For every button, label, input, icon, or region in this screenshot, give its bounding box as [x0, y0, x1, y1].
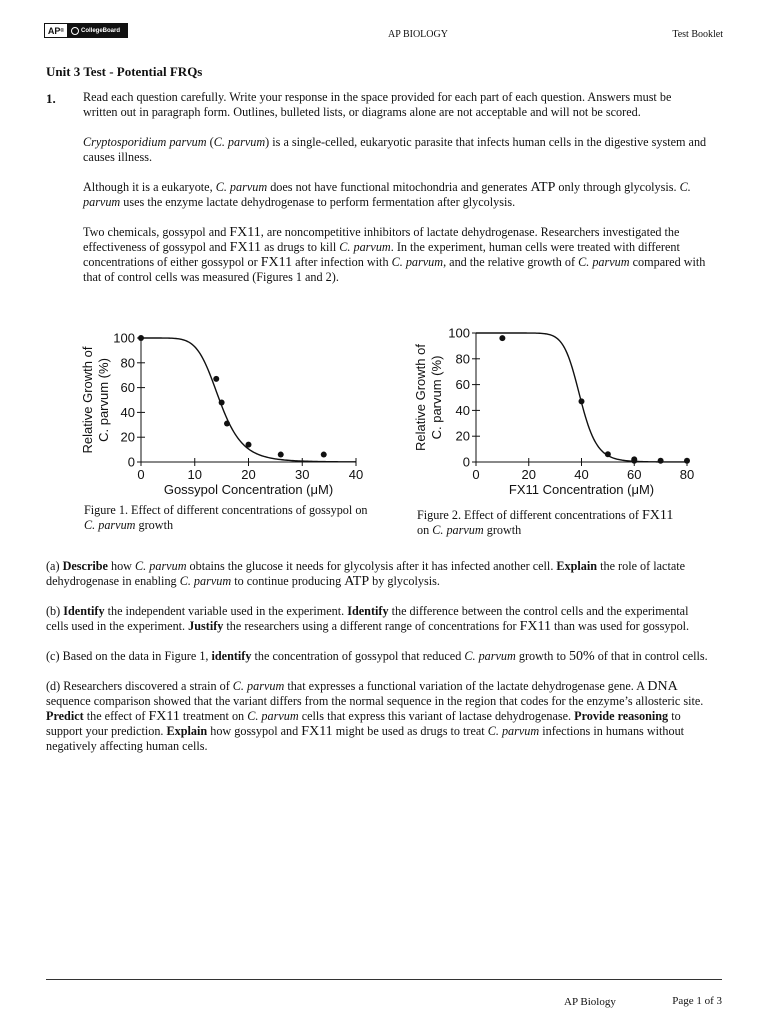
figure-1-chart — [70, 322, 380, 502]
text-span: Two chemicals, gossypol and — [83, 225, 230, 239]
logo-ap-text: AP — [47, 25, 61, 36]
species-name: C. parvum — [83, 180, 691, 209]
dose-response-curve — [476, 333, 687, 462]
data-point — [138, 335, 144, 341]
x-tick-label: 30 — [295, 467, 310, 482]
species-name: C. parvum — [213, 135, 266, 149]
text-span: , and the relative growth of — [443, 255, 579, 269]
page-title: Unit 3 Test - Potential FRQs — [46, 64, 203, 79]
x-tick-label: 40 — [348, 467, 364, 482]
term-fx11: FX11 — [301, 724, 333, 739]
species-name: C. parvum — [432, 523, 484, 537]
data-point — [499, 335, 505, 341]
text-span: , are noncompetitive inhibitors of lactate dehydrogenase. Researchers investigated the effectiveness of gossypol and — [83, 225, 680, 254]
figure-2-caption — [417, 508, 687, 538]
task-verb: Explain — [166, 724, 208, 738]
text-span: compared with that of control cells was measured (Figures 1 and 2). — [83, 255, 706, 284]
text-span: growth — [135, 518, 174, 532]
y-axis-label: C. parvum (%) — [429, 355, 444, 440]
x-tick-label: 0 — [472, 467, 480, 482]
x-tick-label: 0 — [137, 467, 145, 482]
term-atp: ATP — [344, 574, 370, 589]
text-span: growth — [483, 523, 522, 537]
intro-paragraph-2 — [83, 135, 708, 165]
term-atp: ATP — [530, 180, 556, 195]
part-c — [46, 649, 708, 664]
term-fx11: FX11 — [229, 240, 262, 255]
text-span: of that in control cells. — [594, 649, 708, 663]
text-span: the role of lactate dehydrogenase in enabling — [46, 559, 686, 588]
footer-page-number: Page 1 of 3 — [672, 995, 722, 1007]
header-subject: AP BIOLOGY — [388, 29, 448, 40]
text-span: after infection with — [292, 255, 392, 269]
species-name: C. parvum — [135, 559, 187, 573]
term-fx11: FX11 — [519, 619, 551, 634]
page-header — [0, 0, 768, 48]
species-name: C. parvum — [179, 574, 232, 588]
y-tick-label: 20 — [120, 429, 135, 445]
task-verb: Predict — [46, 709, 84, 723]
term-fx11: FX11 — [641, 508, 674, 523]
text-span: (a) — [46, 559, 63, 573]
footer-subject: AP Biology — [564, 996, 616, 1008]
header-booklet: Test Booklet — [672, 29, 723, 40]
logo-cb-text: CollegeBoard — [81, 27, 121, 34]
figure-1 — [70, 322, 380, 507]
text-span: growth to — [515, 649, 569, 663]
question-parts — [46, 559, 708, 769]
text-span: how gossypol and — [207, 724, 302, 738]
text-span: ) is a single-celled, eukaryotic parasite that infects human cells in the digestive system and causes illness. — [83, 135, 707, 164]
x-tick-label: 40 — [574, 467, 589, 482]
data-point — [246, 442, 252, 448]
y-axis-label: Relative Growth of — [80, 346, 95, 454]
term-fx11: FX11 — [260, 255, 293, 270]
term-fx11: FX11 — [148, 709, 180, 724]
text-span: to continue producing — [231, 574, 345, 588]
y-tick-label: 0 — [462, 454, 470, 470]
task-verb: Describe — [62, 559, 108, 573]
data-point — [224, 421, 230, 427]
x-tick-label: 60 — [627, 467, 642, 482]
y-tick-label: 0 — [127, 454, 135, 470]
text-span: how — [107, 559, 136, 573]
species-name: C. parvum — [339, 240, 391, 254]
text-span: as drugs to kill — [261, 240, 340, 254]
y-axis-label: C. parvum (%) — [96, 358, 111, 442]
footer-divider — [46, 979, 722, 980]
data-point — [684, 458, 690, 464]
text-span: the concentration of gossypol that reduced — [251, 649, 465, 663]
species-name: C. parvum — [84, 518, 136, 532]
data-point — [278, 452, 284, 458]
text-span: does not have functional mitochondria and generates — [267, 180, 531, 194]
data-point — [219, 399, 225, 405]
intro-paragraph-3 — [83, 180, 708, 210]
text-span: that expresses a functional variation of the lactate dehydrogenase gene. A — [284, 679, 648, 693]
text-span: the researchers using a different range of concentrations for — [223, 619, 520, 633]
text-span: . In the experiment, human cells were treated with different concentrations of either gossypol or — [83, 240, 680, 269]
term-dna: DNA — [647, 679, 678, 694]
text-span: Figure 2. Effect of different concentrations of — [417, 508, 642, 522]
y-tick-label: 40 — [120, 404, 135, 420]
task-verb: Identify — [347, 604, 389, 618]
y-tick-label: 100 — [448, 325, 470, 341]
part-b — [46, 604, 708, 634]
text-span: the independent variable used in the experiment. — [104, 604, 348, 618]
figure-1-caption — [84, 503, 374, 533]
y-axis-label: Relative Growth of — [413, 344, 428, 451]
species-name: C. parvum — [391, 255, 444, 269]
term-fx11: FX11 — [229, 225, 261, 240]
text-span: to support your prediction. — [46, 709, 681, 738]
text-span: the difference between the control cells and the experimental cells used in the experiment. — [46, 604, 689, 633]
term-percent: 50% — [568, 649, 595, 664]
y-tick-label: 20 — [455, 428, 470, 444]
text-span: ( — [206, 135, 214, 149]
intro-paragraph-4 — [83, 225, 708, 285]
y-tick-label: 40 — [455, 402, 470, 418]
species-name: C. parvum — [247, 709, 299, 723]
figure-2-chart — [405, 318, 715, 504]
intro-paragraph-1: Read each question carefully. Write your response in the space provided for each part of each question. Answers must be written out in paragraph form. Outlines, bulleted lists, or diagrams alone are not acceptable and will not be scored. — [83, 90, 672, 119]
figure-2 — [405, 318, 715, 509]
text-span: cells that express this variant of lactase dehydrogenase. — [298, 709, 575, 723]
text-span: might be used as drugs to treat — [332, 724, 488, 738]
x-axis-label: FX11 Concentration (μM) — [508, 482, 655, 497]
data-point — [658, 458, 664, 464]
text-span: (b) — [46, 604, 64, 618]
text-span: obtains the glucose it needs for glycolysis after it has infected another cell. — [186, 559, 557, 573]
text-span: than was used for gossypol. — [550, 619, 690, 633]
text-span: only through glycolysis. — [555, 180, 680, 194]
task-verb: Explain — [556, 559, 598, 573]
species-name: C. parvum — [215, 180, 268, 194]
data-point — [605, 451, 611, 457]
x-tick-label: 10 — [187, 467, 202, 482]
part-d — [46, 679, 708, 754]
x-axis-label: Gossypol Concentration (μM) — [163, 482, 334, 497]
data-point — [631, 458, 637, 464]
y-tick-label: 80 — [120, 355, 135, 371]
x-tick-label: 80 — [679, 467, 695, 482]
data-point — [321, 452, 327, 458]
x-tick-label: 20 — [521, 467, 536, 482]
text-span: sequence comparison showed that the variant differs from the normal sequence in the region that codes for the enzyme’s allosteric site. — [46, 694, 704, 708]
x-tick-label: 20 — [241, 467, 256, 482]
species-name: C. parvum — [487, 724, 540, 738]
y-tick-label: 100 — [113, 330, 135, 346]
part-a — [46, 559, 708, 589]
question-number: 1. — [46, 91, 56, 106]
species-name: C. parvum — [464, 649, 516, 663]
task-verb: Identify — [63, 604, 105, 618]
task-verb: Justify — [188, 619, 224, 633]
y-tick-label: 60 — [120, 380, 135, 396]
species-name: C. parvum — [578, 255, 630, 269]
text-span: (c) Based on the data in Figure 1, — [46, 649, 212, 663]
text-span: by glycolysis. — [369, 574, 440, 588]
text-span: on — [417, 523, 433, 537]
text-span: the effect of — [83, 709, 149, 723]
text-span: treatment on — [179, 709, 248, 723]
question-intro — [83, 90, 708, 300]
y-tick-label: 80 — [455, 351, 470, 367]
y-tick-label: 60 — [455, 377, 470, 393]
text-span: uses the enzyme lactate dehydrogenase to perform fermentation after glycolysis. — [120, 195, 516, 209]
text-span: infections in humans without negatively affecting human cells. — [46, 724, 685, 753]
data-point — [213, 376, 219, 382]
text-span: (d) Researchers discovered a strain of — [46, 679, 233, 693]
text-span: Figure 1. Effect of different concentrations of gossypol on — [84, 503, 368, 517]
task-verb: identify — [211, 649, 252, 663]
species-name: C. parvum — [232, 679, 285, 693]
data-point — [579, 398, 585, 404]
task-verb: Provide reasoning — [574, 709, 669, 723]
logo-ap: AP ® — [45, 24, 68, 37]
species-name: Cryptosporidium parvum — [83, 135, 207, 149]
text-span: Although it is a eukaryote, — [83, 180, 216, 194]
